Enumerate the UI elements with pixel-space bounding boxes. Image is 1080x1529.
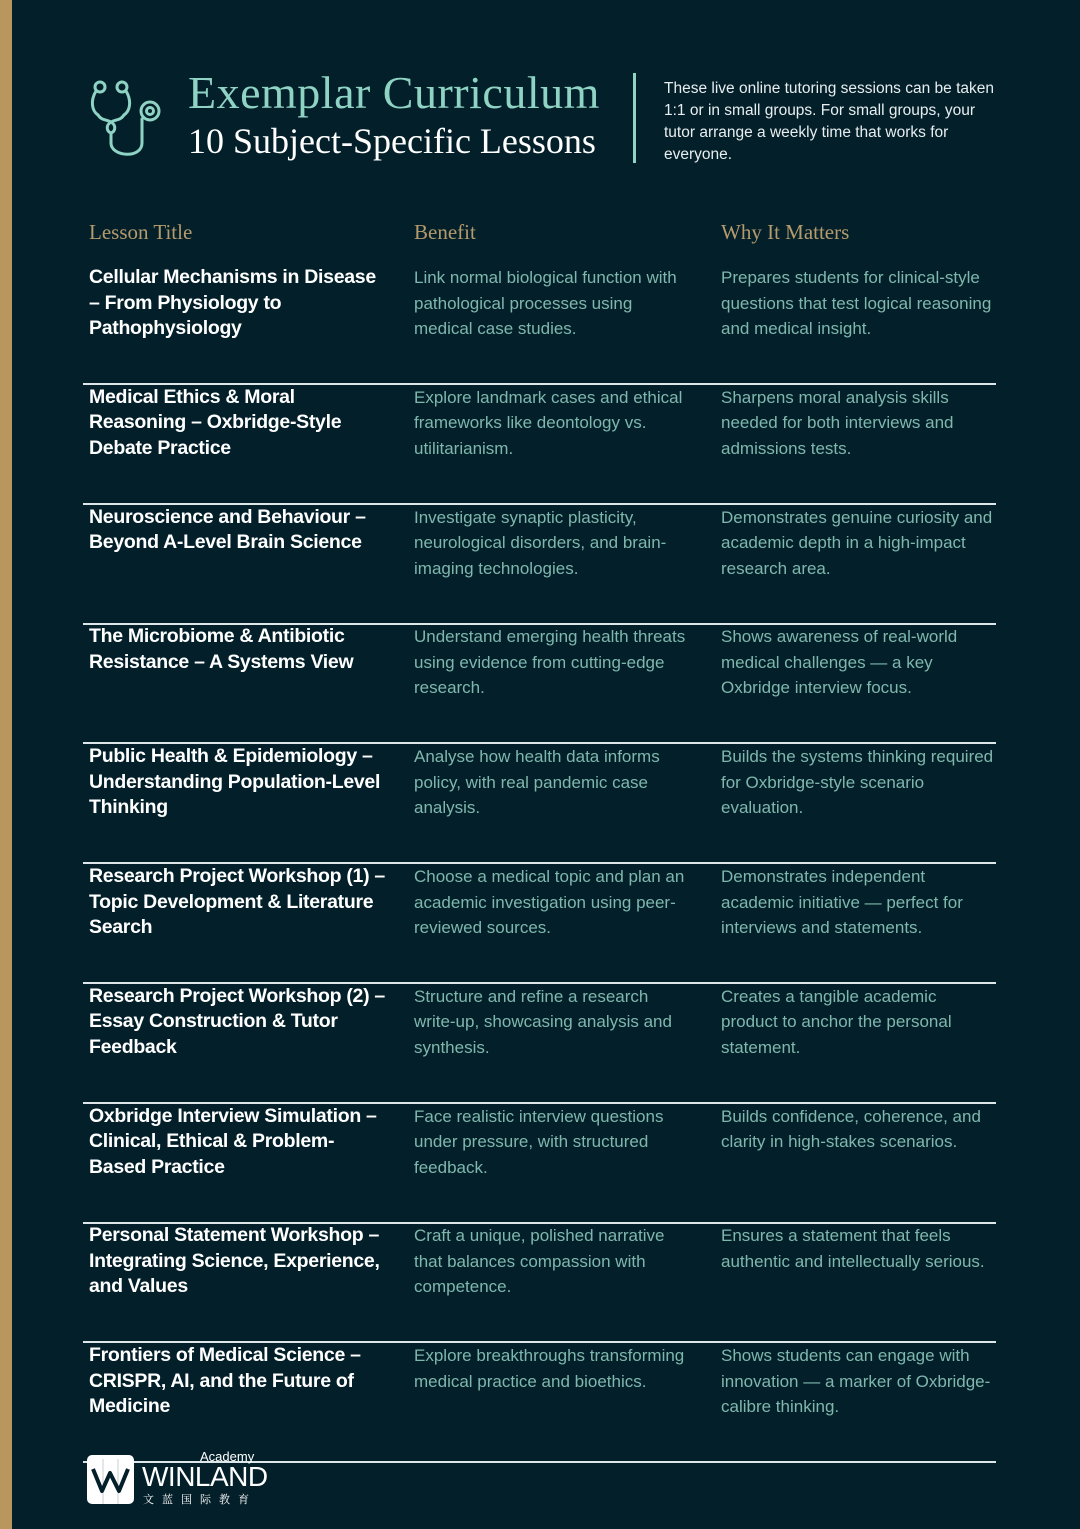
lesson-benefit: Explore landmark cases and ethical frameworks like deontology vs. utilitarianism. bbox=[414, 387, 683, 458]
lesson-row bbox=[83, 624, 996, 744]
lesson-benefit: Understand emerging health threats using evidence from cutting-edge research. bbox=[414, 627, 686, 698]
lesson-why: Prepares students for clinical-style questions that test logical reasoning and medical insight. bbox=[721, 268, 992, 338]
logo-chinese: 文蓝国际教育 bbox=[143, 1494, 257, 1506]
page-title: Exemplar Curriculum bbox=[188, 67, 600, 118]
lesson-why: Ensures a statement that feels authentic and intellectually serious. bbox=[721, 1226, 985, 1271]
lesson-title: Public Health & Epidemiology – Understanding Population-Level Thinking bbox=[89, 745, 381, 819]
lesson-benefit: Craft a unique, polished narrative that balances compassion with competence. bbox=[414, 1226, 665, 1297]
lesson-title: Medical Ethics & Moral Reasoning – Oxbridge-Style Debate Practice bbox=[89, 385, 342, 459]
lesson-row bbox=[83, 864, 996, 984]
lesson-row bbox=[83, 984, 996, 1104]
page-subtitle: 10 Subject-Specific Lessons bbox=[188, 121, 596, 161]
lesson-title: Neuroscience and Behaviour – Beyond A-Level Brain Science bbox=[89, 505, 366, 554]
lesson-title: The Microbiome & Antibiotic Resistance – A Systems View bbox=[89, 625, 354, 673]
w-logo-icon bbox=[87, 1455, 134, 1504]
lesson-benefit: Analyse how health data informs policy, with real pandemic case analysis. bbox=[414, 747, 660, 818]
divider-vertical bbox=[633, 73, 636, 163]
lesson-why: Sharpens moral analysis skills needed for both interviews and admissions tests. bbox=[721, 387, 954, 458]
lesson-row bbox=[83, 265, 996, 385]
lesson-why: Demonstrates independent academic initiative — perfect for interviews and statements. bbox=[721, 867, 963, 937]
column-header-benefit: Benefit bbox=[414, 220, 476, 244]
logo-name: WINLAND bbox=[142, 1461, 268, 1492]
lesson-row bbox=[83, 1104, 996, 1224]
lesson-why: Creates a tangible academic product to anchor the personal statement. bbox=[721, 986, 952, 1057]
lesson-title: Frontiers of Medical Science – CRISPR, AI, and the Future of Medicine bbox=[89, 1344, 361, 1418]
header bbox=[88, 67, 1008, 170]
lesson-benefit: Investigate synaptic plasticity, neurological disorders, and brain-imaging technologies. bbox=[414, 507, 667, 578]
lesson-title: Personal Statement Workshop – Integrating Science, Experience, and Values bbox=[89, 1224, 380, 1298]
stethoscope-icon bbox=[88, 75, 164, 163]
column-header-why: Why It Matters bbox=[721, 220, 850, 244]
lesson-benefit: Face realistic interview questions under pressure, with structured feedback. bbox=[414, 1106, 664, 1177]
accent-stripe bbox=[0, 0, 12, 1529]
lesson-why: Demonstrates genuine curiosity and academic depth in a high-impact research area. bbox=[721, 507, 993, 578]
lesson-benefit: Structure and refine a research write-up, showcasing analysis and synthesis. bbox=[414, 986, 672, 1057]
logo-academy: Academy bbox=[200, 1449, 255, 1464]
lesson-title: Cellular Mechanisms in Disease – From Physiology to Pathophysiology bbox=[89, 266, 376, 339]
lesson-row bbox=[83, 1223, 996, 1343]
lesson-title: Research Project Workshop (1) – Topic Development & Literature Search bbox=[89, 865, 385, 938]
lesson-title: Oxbridge Interview Simulation – Clinical, Ethical & Problem-Based Practice bbox=[89, 1104, 377, 1178]
column-header-title: Lesson Title bbox=[89, 220, 193, 244]
winland-logo bbox=[87, 1451, 287, 1511]
lesson-row bbox=[83, 505, 996, 625]
lesson-why: Shows students can engage with innovation — a marker of Oxbridge-calibre thinking. bbox=[721, 1346, 991, 1417]
lesson-title: Research Project Workshop (2) – Essay Construction & Tutor Feedback bbox=[89, 984, 385, 1058]
lesson-row bbox=[83, 744, 996, 864]
lesson-benefit: Choose a medical topic and plan an academic investigation using peer-reviewed sources. bbox=[414, 867, 685, 937]
lesson-row bbox=[83, 385, 996, 505]
lesson-why: Builds the systems thinking required for Oxbridge-style scenario evaluation. bbox=[721, 747, 994, 818]
lesson-why: Builds confidence, coherence, and clarity in high-stakes scenarios. bbox=[721, 1106, 981, 1152]
lesson-row bbox=[83, 1343, 996, 1463]
lesson-benefit: Link normal biological function with pathological processes using medical case studies. bbox=[414, 268, 677, 338]
intro-text: These live online tutoring sessions can be taken 1:1 or in small groups. For small groups, your tutor arrange a weekly time that works for everyone. bbox=[664, 80, 995, 163]
lesson-why: Shows awareness of real-world medical challenges — a key Oxbridge interview focus. bbox=[721, 627, 958, 698]
lesson-benefit: Explore breakthroughs transforming medical practice and bioethics. bbox=[414, 1346, 685, 1391]
